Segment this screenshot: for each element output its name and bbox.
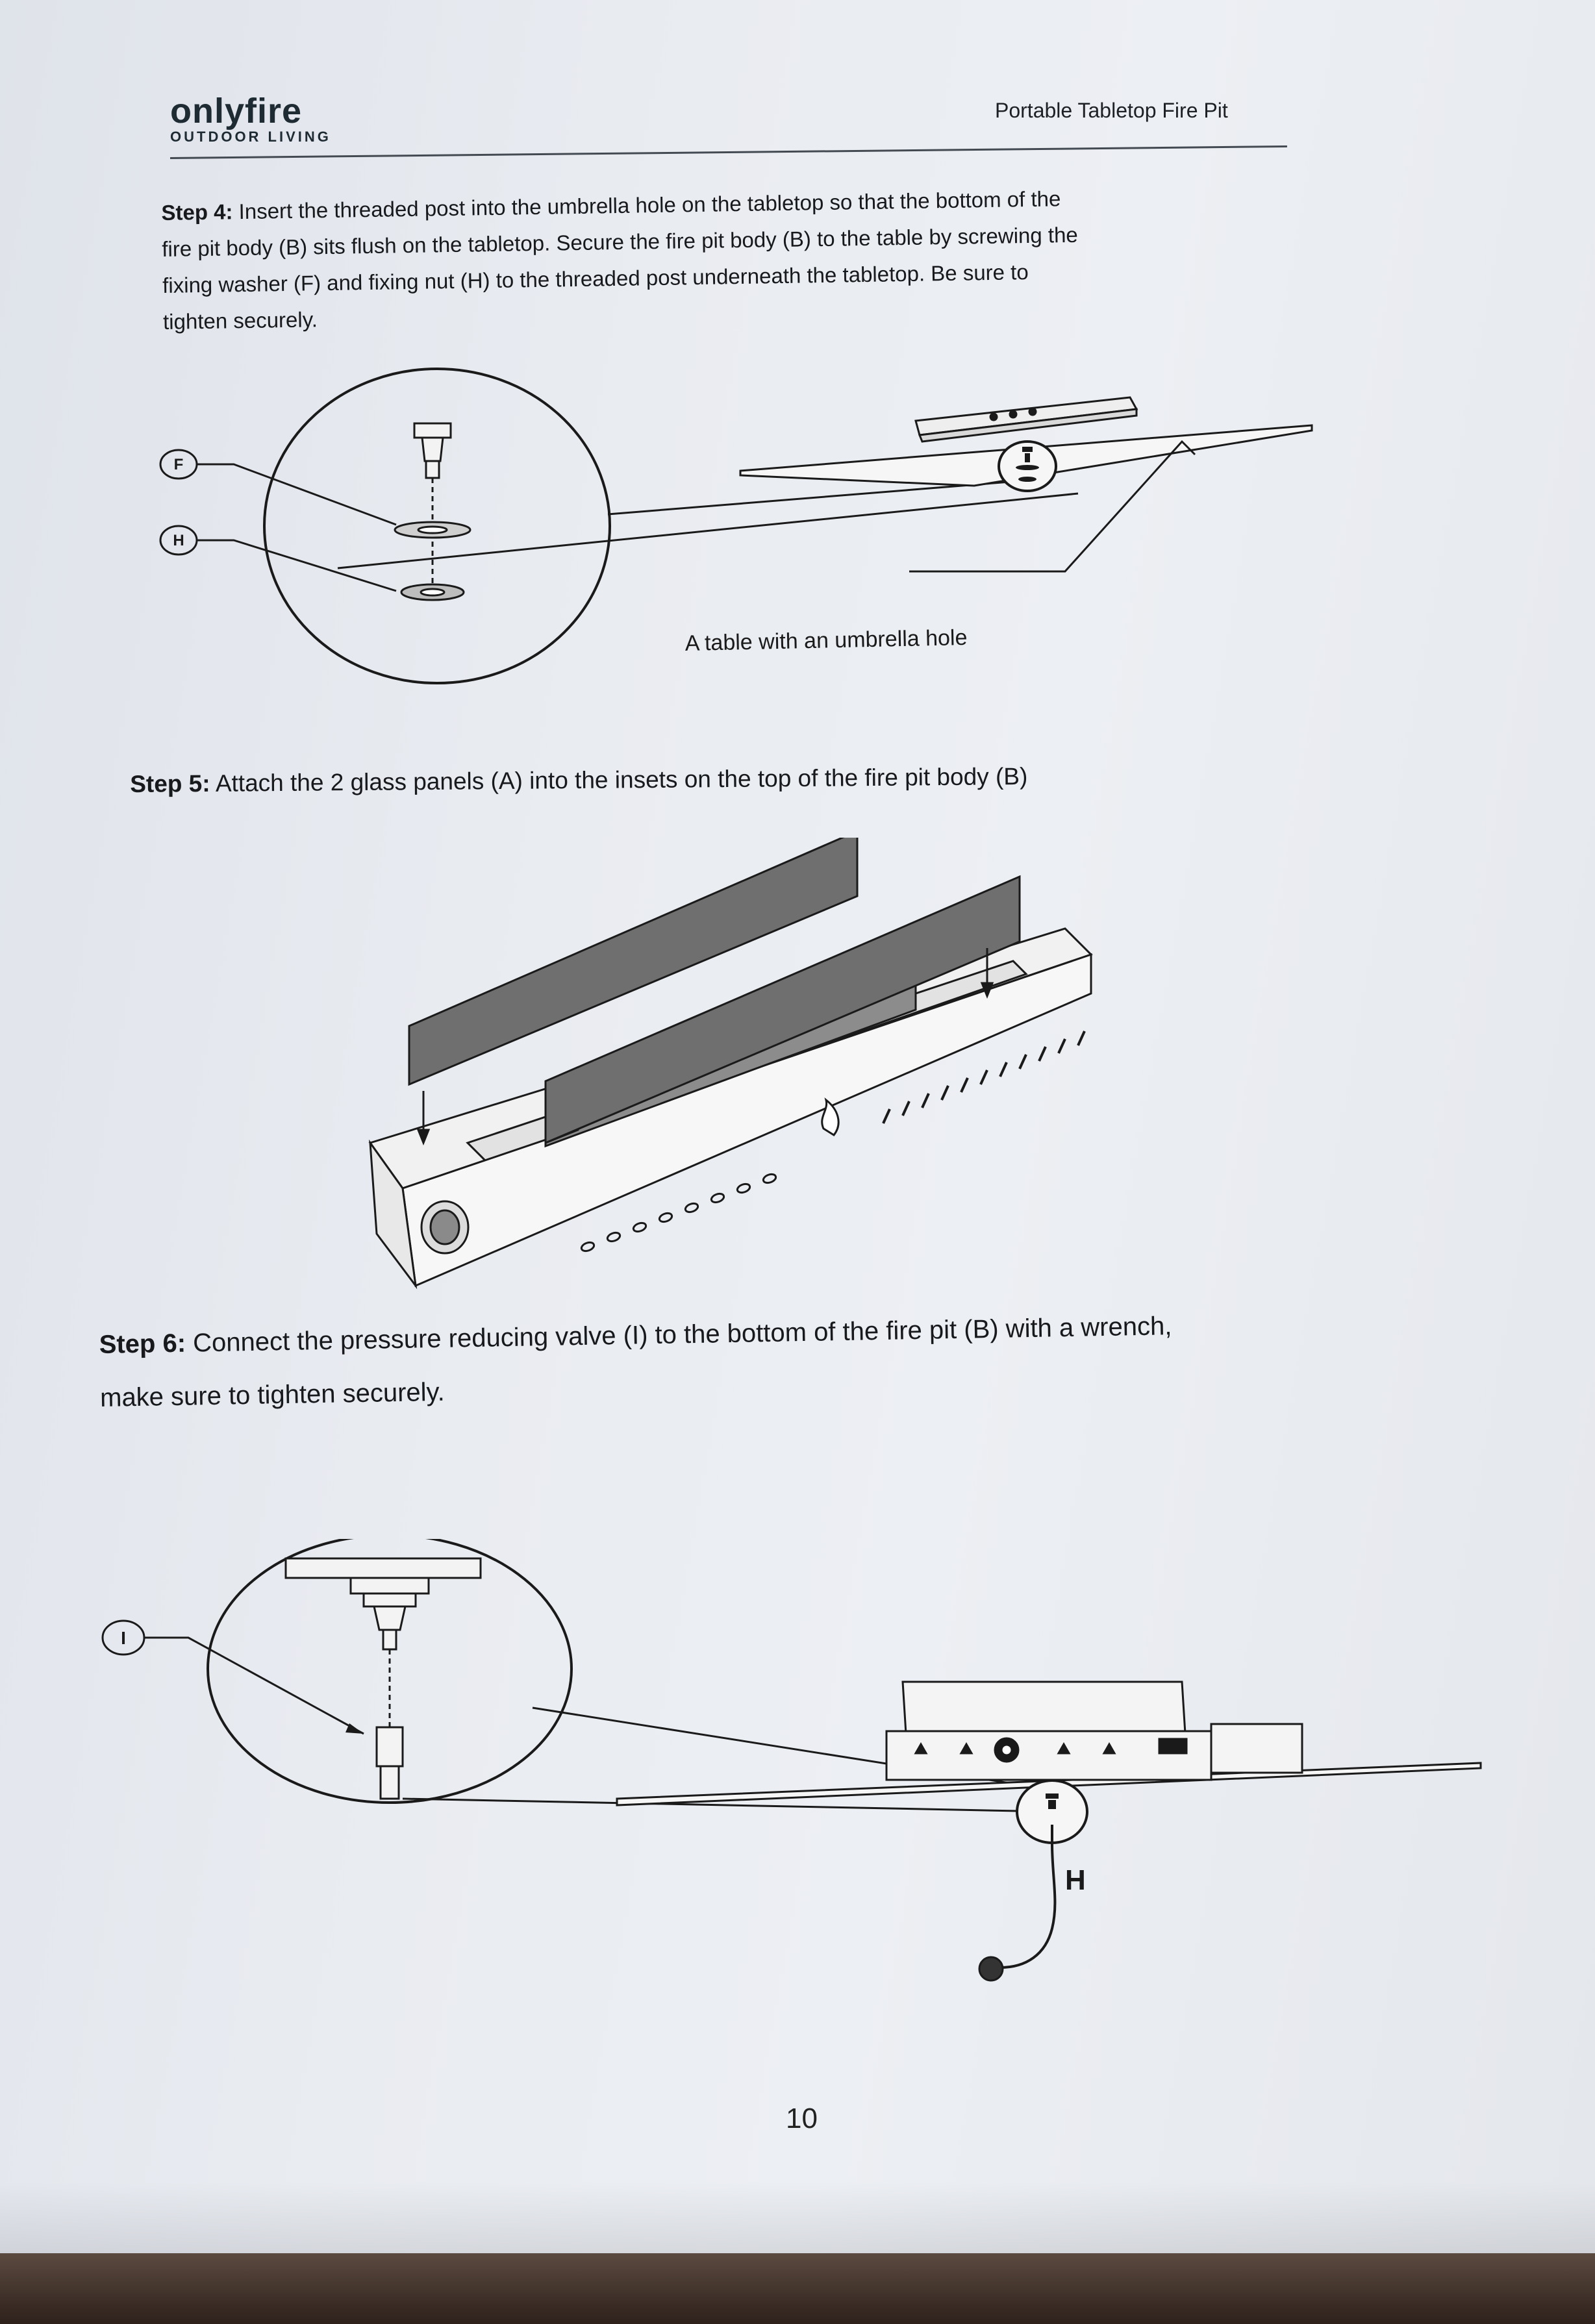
- logo-tagline: OUTDOOR LIVING: [170, 129, 331, 145]
- threaded-post-detail: [395, 423, 470, 600]
- step-6-label: Step 6:: [99, 1329, 186, 1359]
- step-5-text: [130, 756, 1299, 803]
- step-6-text: [99, 1295, 1400, 1425]
- step-4-line-1: Step 4: Insert the threaded post into the umbrella hole on the tabletop so that the bottom of the: [161, 186, 1061, 225]
- step-4-line-4: tighten securely.: [162, 307, 318, 334]
- desk-surface: [0, 2253, 1595, 2324]
- header-rule: [170, 145, 1287, 159]
- callout-h-letter: H: [173, 532, 184, 549]
- callout-i-letter: I: [121, 1628, 126, 1648]
- logo-wordmark: onlyfire: [170, 92, 303, 131]
- fire-pit-on-table: [886, 1682, 1302, 1780]
- valve-detail: [286, 1558, 481, 1799]
- step-5-label: Step 5:: [130, 769, 210, 797]
- table-caption: A table with an umbrella hole: [684, 625, 968, 656]
- step-4-text: [161, 177, 1306, 340]
- fire-pit-on-table: [916, 397, 1137, 442]
- page-header-title: Portable Tabletop Fire Pit: [995, 99, 1228, 122]
- callout-f-leader: [197, 464, 396, 525]
- step-6-line-1: Step 6: Connect the pressure reducing valve (I) to the bottom of the fire pit (B) with a wrench,: [99, 1312, 1172, 1359]
- step-4-diagram: [143, 364, 1331, 688]
- step-5-body: Attach the 2 glass panels (A) into the insets on the top of the fire pit body (B): [215, 762, 1028, 797]
- step-4-label: Step 4:: [161, 199, 233, 225]
- hose-fitting: [979, 1957, 1003, 1980]
- step-4-line-2: fire pit body (B) sits flush on the tabletop. Secure the fire pit body (B) to the table by screwing the: [162, 222, 1079, 261]
- gas-hose: [1000, 1825, 1055, 1968]
- brand-logo: [170, 91, 331, 145]
- step-4-line-3: fixing washer (F) and fixing nut (H) to the threaded post underneath the tabletop. Be sure to: [162, 260, 1029, 297]
- step-6-diagram: [91, 1539, 1494, 2045]
- callout-f-letter: F: [173, 456, 184, 473]
- page-number: 10: [786, 2103, 818, 2134]
- step-5-diagram: [364, 838, 1117, 1305]
- step-6-line-2: make sure to tighten securely.: [99, 1377, 446, 1412]
- hose-label: H: [1065, 1864, 1086, 1896]
- callout-i-leader: [144, 1638, 364, 1734]
